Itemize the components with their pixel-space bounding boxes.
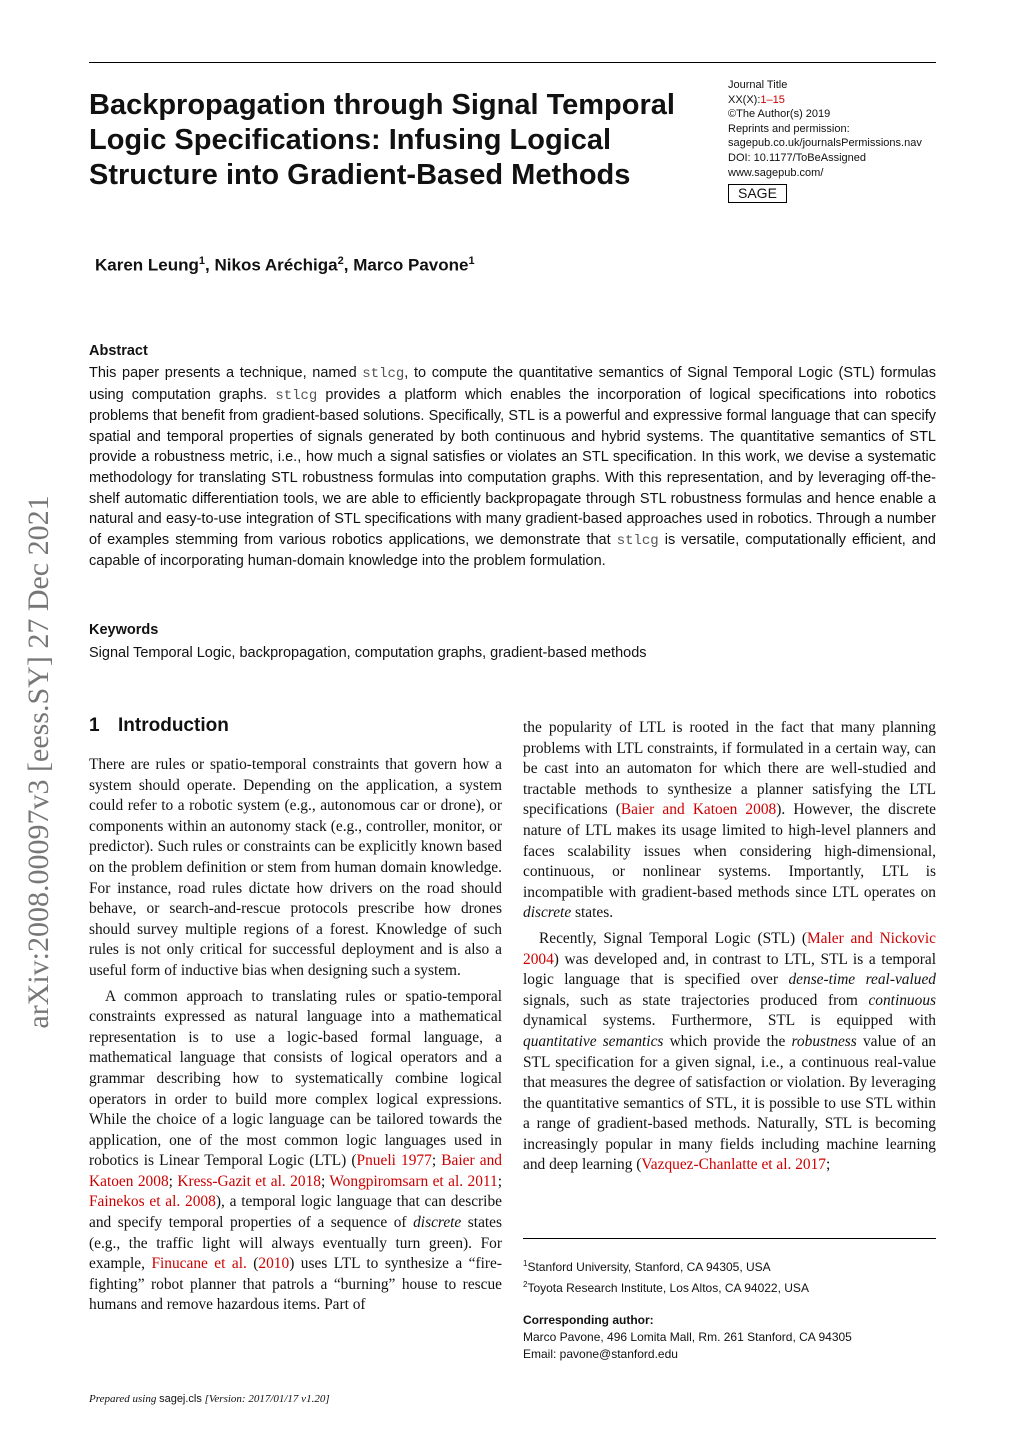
copyright: ©The Author(s) 2019 [728, 108, 831, 121]
author-2: Nikos Aréchiga [214, 255, 338, 275]
corresponding-author-email: Email: pavone@stanford.edu [523, 1347, 678, 1361]
keywords-text: Signal Temporal Logic, backpropagation, computation graphs, gradient-based methods [89, 645, 647, 661]
citation-link[interactable]: Baier and Katoen 2008 [89, 1152, 502, 1190]
citation-link[interactable]: Kress-Gazit et al. 2018 [177, 1172, 321, 1190]
section-heading-introduction [89, 715, 229, 737]
reprints-url: sagepub.co.uk/journalsPermissions.nav [728, 137, 922, 150]
right-column [523, 718, 936, 1176]
section-number: 1 [89, 715, 100, 736]
citation-link[interactable]: Maler and Nickovic 2004 [523, 929, 936, 968]
affiliation-1: $^1$Stanford University, Stanford, CA 94305, USA [523, 1259, 771, 1274]
keywords-heading: Keywords [89, 622, 159, 638]
paper-title: Backpropagation through Signal Temporal Logic Specifications: Infusing Logical Structure into Gradient-Based Methods [89, 89, 675, 191]
author-list: Karen Leung$^1$, Nikos Aréchiga$^2$, Marco Pavone$^1$ [95, 255, 475, 275]
author-1-affiliation: 1 [198, 255, 206, 267]
citation-link[interactable]: Wongpiromsarn et al. 2011 [329, 1172, 498, 1190]
citation-link[interactable]: Baier and Katoen 2008 [620, 801, 777, 819]
paragraph: Recently, Signal Temporal Logic (STL) (Maler and Nickovic 2004) was developed and, in contrast to LTL, STL is a temporal logic language that is specified over dense-time real-valued signals, such as state trajectories produced from continuous dynamical systems. Furthermore, STL is equipped with quantitative semantics which provide the robustness value of an STL specification for a given signal, i.e., a continuous real-value that measures the degree of satisfaction or violation. By leveraging the quantitative semantics of STL, it is possible to use STL within a range of gradient-based methods. Naturally, STL is becoming increasingly popular in many fields including machine learning and deep learning (Vazquez-Chanlatte et al. 2017; [523, 929, 936, 1174]
pages-link[interactable]: 1–15 [760, 93, 785, 106]
author-1: Karen Leung [95, 255, 199, 275]
reprints-label: Reprints and permission: [728, 122, 850, 135]
journal-info [728, 78, 958, 203]
author-3-affiliation: 1 [468, 255, 475, 267]
journal-website: www.sagepub.com/ [728, 166, 824, 179]
stlcg-code: stlcg [275, 387, 318, 404]
sage-badge: SAGE [728, 184, 787, 203]
footnote-rule [523, 1238, 936, 1239]
affiliation-2: $^2$Toyota Research Institute, Los Altos, CA 94022, USA [523, 1280, 809, 1295]
footnotes [523, 1255, 936, 1363]
citation-link[interactable]: 2010 [258, 1255, 290, 1273]
page-footer: Prepared using sagej.cls [Version: 2017/01/17 v1.20] [89, 1393, 330, 1405]
class-file-name: sagej.cls [159, 1393, 202, 1405]
citation-link[interactable]: Pnueli 1977 [356, 1152, 432, 1170]
citation-link[interactable]: Finucane et al. [151, 1255, 247, 1273]
stlcg-code: stlcg [362, 366, 405, 382]
arxiv-stamp: arXiv:2008.00097v3 [eess.SY] 27 Dec 2021 [22, 495, 55, 1029]
stlcg-code: stlcg [616, 532, 659, 549]
doi: DOI: 10.1177/ToBeAssigned [728, 151, 866, 164]
journal-name: Journal Title [728, 79, 788, 91]
top-rule [89, 62, 936, 63]
paragraph: A common approach to translating rules or spatio-temporal constraints expressed as natural language into a mathematical representation is to use a logic-based formal language, a mathematical language that consists of logical operators and a grammar describing how to systematically combine logical operators in order to build more complex logical expressions. While the choice of a logic language can be tailored towards the application, one of the most common logic languages used in robotics is Linear Temporal Logic (LTL) (Pnueli 1977; Baier and Katoen 2008; Kress-Gazit et al. 2018; Wongpiromsarn et al. 2011; Fainekos et al. 2008), a temporal logic language that can describe and specify temporal properties of a sequence of discrete states (e.g., the traffic light will always eventually turn green). For example, Finucane et al. (2010) uses LTL to synthesize a “fire-fighting” robot planner that patrols a “burning” house to rescue humans and remove hazardous items. Part of [89, 987, 502, 1314]
abstract-text: This paper presents a technique, named stlcg, to compute the quantitative semantics of Signal Temporal Logic (STL) formulas using computation graphs. stlcg provides a platform which enables the incorporation of logical specifications into robotics problems that benefit from gradient-based solutions. Specifically, STL is a powerful and expressive formal language that can specify spatial and temporal properties of signals generated by both continuous and hybrid systems. The quantitative semantics of STL provide a robustness metric, i.e., how much a signal satisfies or violates an STL specification. In this work, we devise a systematic methodology for translating STL robustness formulas into computation graphs. With this representation, and by leveraging off-the-shelf automatic differentiation tools, we are able to efficiently backpropagate through STL robustness formulas and hence enable a natural and easy-to-use integration of STL specifications with many gradient-based approaches used in robotics. Through a number of examples stemming from various robotics applications, we demonstrate that stlcg is versatile, computationally efficient, and capable of incorporating human-domain knowledge into the problem formulation. [89, 365, 936, 570]
journal-volume: XX(X):1–15 [728, 93, 785, 106]
citation-link[interactable]: Fainekos et al. 2008 [89, 1193, 216, 1211]
section-title: Introduction [118, 715, 229, 736]
citation-link[interactable]: Vazquez-Chanlatte et al. 2017 [641, 1156, 826, 1174]
abstract-heading: Abstract [89, 343, 148, 359]
paragraph: There are rules or spatio-temporal constraints that govern how a system should operate. Depending on the application, a system could refer to a robotic system (e.g., autonomous car or drone), or components within an autonomy stack (e.g., controller, monitor, or predictor). Such rules or constraints can be explicitly known based on the problem definition or stem from human domain knowledge. For instance, road rules dictate how drivers on the road should behave, or search-and-rescue protocols prescribe how drones should survey multiple regions of a forest. Knowledge of such rules is not only critical for successful deployment and is also a useful form of inductive bias when designing such a system. [89, 756, 502, 979]
corresponding-author-address: Marco Pavone, 496 Lomita Mall, Rm. 261 Stanford, CA 94305 [523, 1330, 852, 1344]
author-2-affiliation: 2 [337, 255, 344, 267]
paragraph: the popularity of LTL is rooted in the fact that many planning problems with LTL constraints, if formulated in a certain way, can be cast into an automaton for which there are well-studied and tractable methods to synthesize a planner satisfying the LTL specifications (Baier and Katoen 2008). However, the discrete nature of LTL makes its usage limited to high-level planners and faces scalability issues when considering high-dimensional, continuous, or nonlinear systems. Importantly, LTL is incompatible with gradient-based methods since LTL operates on discrete states. [523, 719, 937, 922]
author-3: Marco Pavone [353, 255, 469, 275]
left-column [89, 755, 502, 1316]
corresponding-author-heading: Corresponding author: [523, 1313, 654, 1327]
